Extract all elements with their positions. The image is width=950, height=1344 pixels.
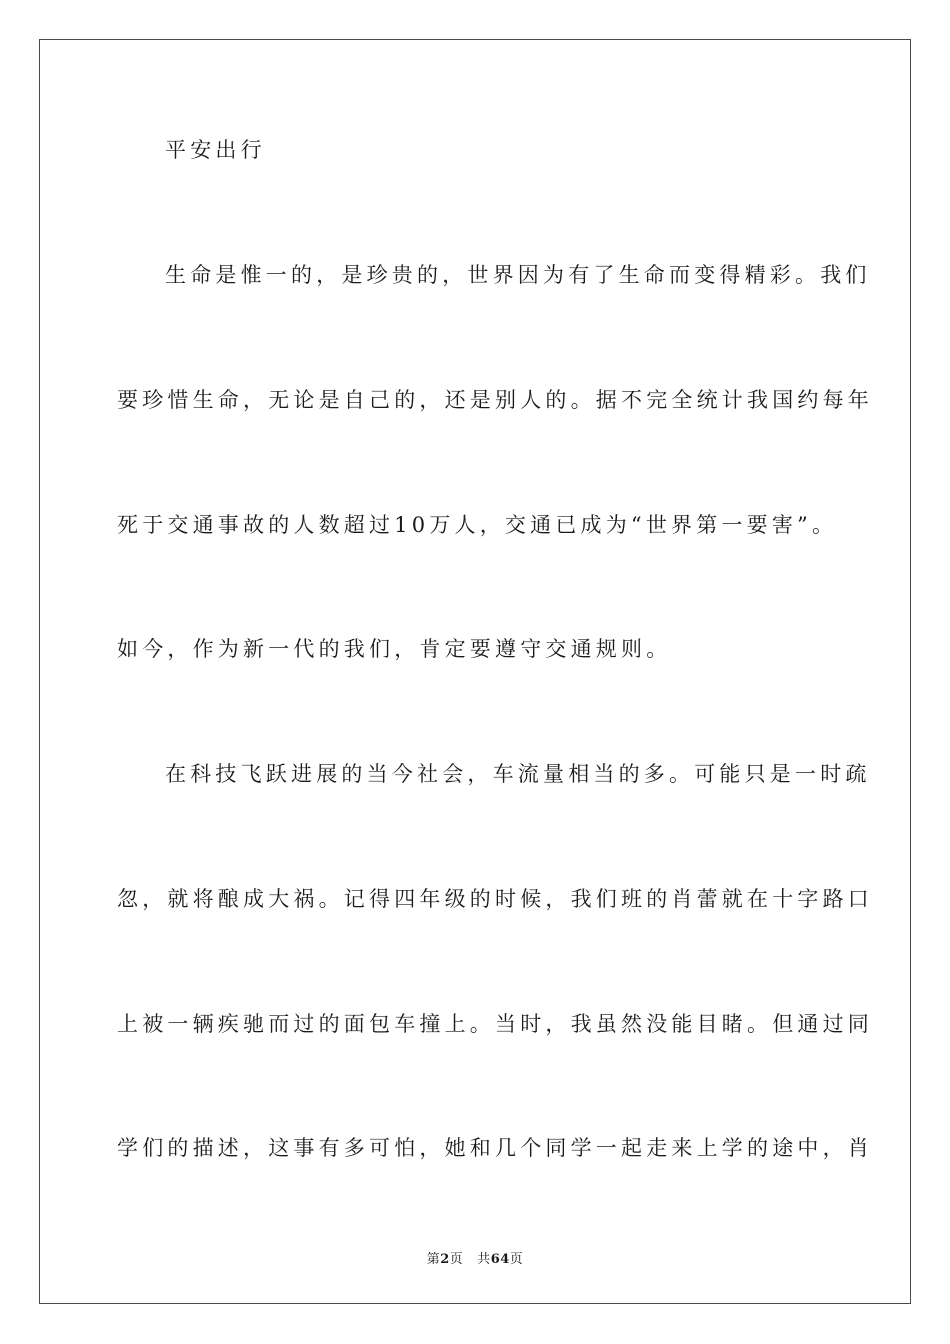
paragraph-line: 在科技飞跃进展的当今社会，车流量相当的多。可能只是一时疏: [165, 762, 871, 786]
paragraph-line: 要珍惜生命，无论是自己的，还是别人的。据不完全统计我国约每年: [117, 388, 873, 412]
page-footer: [0, 1248, 950, 1267]
page-prefix: 第: [426, 1252, 441, 1267]
paragraph-line: 死于交通事故的人数超过10万人，交通已成为“世界第一要害”。: [117, 513, 838, 537]
paragraph-line: 如今，作为新一代的我们，肯定要遵守交通规则。: [117, 637, 672, 661]
total-suffix: 页: [509, 1252, 524, 1267]
paragraph-line: 忽，就将酿成大祸。记得四年级的时候，我们班的肖蕾就在十字路口: [117, 887, 873, 911]
page-border: [39, 39, 911, 1304]
paragraph-line: 上被一辆疾驰而过的面包车撞上。当时，我虽然没能目睹。但通过同: [117, 1012, 873, 1036]
document-title: 平安出行: [165, 138, 266, 162]
paragraph-line: 生命是惟一的，是珍贵的，世界因为有了生命而变得精彩。我们: [165, 263, 871, 287]
total-pages: 64: [490, 1252, 510, 1267]
page-suffix: 页: [449, 1252, 464, 1267]
total-prefix: 共: [477, 1252, 491, 1267]
paragraph-line: 学们的描述，这事有多可怕，她和几个同学一起走来上学的途中，肖: [117, 1136, 873, 1160]
page-number: 2: [440, 1252, 450, 1267]
